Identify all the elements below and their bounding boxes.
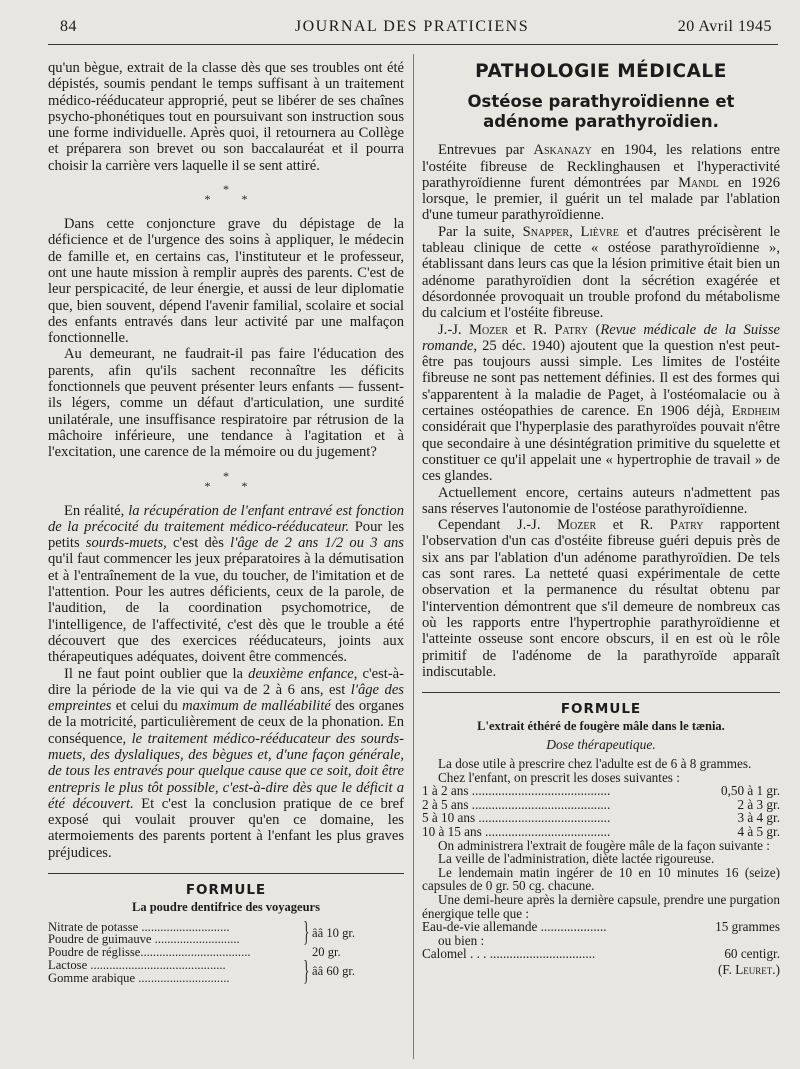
column-separator bbox=[413, 54, 414, 1059]
brace: } bbox=[303, 917, 310, 949]
paragraph: Il ne faut point oublier que la deuxième enfance, c'est-à-dire la période de la vie qui va de 2 à 6 ans, est l'âge des empreintes et celui du maximum de malléabilité des organes de la motricité, particulièrement de ceux de la phonation. En conséquence, le traitement médico-rééducateur des sourds-muets, des dyslaliques, des bègues et, d'une façon générale, de tous les entravés pour quelque cause que ce soit, doit être entrepris le plus tôt possible, c'est-à-dire dès que le déficit a été découvert. Et c'est la conclusion pratique de ce bref exposé qui voulait prouver qu'en ce domaine, les atermoiements des parents portent à l'enfant les plus graves préjudices. bbox=[48, 665, 405, 861]
recipe-item: Lactose ........................................... bbox=[48, 958, 226, 973]
formula-box-dentifrice bbox=[48, 882, 404, 985]
header-rule bbox=[48, 44, 778, 45]
paragraph: Entrevues par Askanazy en 1904, les relations entre l'ostéite fibreuse de Recklinghausen et l'hyperactivité parathyroïdienne furent démontrées par Mandl en 1926 lorsque, le premier, il guérit un tel malade par l'ablation d'une tumeur parathyroïdienne. bbox=[422, 142, 780, 224]
dose-row: 10 à 15 ans ...................................... 4 à 5 gr. bbox=[422, 823, 780, 839]
formula-title: FORMULE bbox=[560, 701, 642, 718]
recipe bbox=[48, 917, 404, 987]
formula-subtitle: L'extrait éthéré de fougère mâle dans le tænia. bbox=[477, 719, 725, 734]
formula-text: La dose utile à prescrire chez l'adulte est de 6 à 8 grammes. bbox=[438, 755, 752, 771]
formula-box-fougere bbox=[422, 701, 780, 976]
recipe-amount: 20 gr. bbox=[312, 945, 341, 960]
recipe-item: Gomme arabique ............................. bbox=[48, 970, 230, 985]
paragraph: Dans cette conjoncture grave du dépistage de la déficience et de l'urgence des soins à appliquer, le médecin de famille et, en certains cas, l'instituteur et le professeur, ont une haute mission à remplir auprès des parents. C'est de leur perspicacité, de leur énergie, et aussi de leur diplomatie que, bien souvent, dépend l'avenir familial, scolaire et social des enfants entravés dans leur activité par une malfaçon fonctionnelle. bbox=[48, 216, 404, 347]
recipe-amount: ââ 10 gr. bbox=[312, 926, 356, 941]
journal-title: JOURNAL DES PRATICIENS bbox=[294, 18, 530, 35]
section-asterism: * * * bbox=[204, 182, 262, 207]
purgation-row: Eau-de-vie allemande .................... 15 grammes bbox=[422, 919, 780, 935]
section-asterism: * * * bbox=[204, 468, 262, 493]
formula-subtitle-dose: Dose thérapeutique. bbox=[546, 736, 656, 752]
dose-row: 5 à 10 ans ........................................ 3 à 4 gr. bbox=[422, 810, 780, 826]
formula-text: Le lendemain matin ingérer de 10 en 10 minutes 16 (seize) capsules de 0 gr. 50 cg. chacune. bbox=[422, 864, 780, 894]
paragraph: Par la suite, Snapper, Lièvre et d'autres précisèrent le tableau clinique de cette « ostéose parathyroïdienne », établissant dans leurs cas que la lésion primitive était bien un adénome parathyroïdien dont la sécrétion exagérée et désordonnée provoquait un trouble profond du métabolisme du calcium et l'ostéite fibreuse. bbox=[422, 223, 780, 322]
dose-row: 1 à 2 ans .......................................... 0,50 à 1 gr. bbox=[422, 783, 780, 799]
recipe-item: Nitrate de potasse ............................ bbox=[48, 919, 230, 934]
right-column bbox=[422, 60, 780, 976]
paragraph: J.-J. Mozer et R. Patry (Revue médicale de la Suisse romande, 25 déc. 1940) ajoutent que la question n'est peut-être pas toujours aussi simple. Les limites de l'ostéite fibreuse ne sont pas nettement définies. Il est des formes qui s'apparentent à la maladie de Paget, à l'ostéomalacie ou à certaines ostéopathies de carence. En 1906 déjà, Erdheim considérait que l'hyperplasie des parathyroïdes pouvait n'être que secondaire à une désintégration primitive du squelette et constituer ce qu'il appelait une « hypertrophie de travail » de ces glandes. bbox=[422, 321, 781, 485]
author-signature: (F. Leuret.) bbox=[717, 961, 780, 977]
purgation-row: Calomel . . . ................................ 60 centigr. bbox=[422, 946, 780, 962]
recipe-item: Poudre de réglisse................................... bbox=[48, 945, 251, 960]
formula-text: La veille de l'administration, diète lactée rigoureuse. bbox=[438, 851, 715, 867]
formula-title: FORMULE bbox=[185, 882, 267, 899]
paragraph: qu'un bègue, extrait de la classe dès que ses troubles ont été dépistés, soumis pendant le temps suffisant à un traitement médico-rééducateur approprié, peut se libérer de ses chaînes psycho-phonétiques tout en poursuivant son instruction sous une forme individuelle. Après quoi, il retournera au Collège et préparera son brevet ou son baccalauréat et il pourra choisir la carrière vers laquelle il se sent attiré. bbox=[48, 60, 404, 174]
page-number: 84 bbox=[60, 18, 77, 35]
formula-subtitle: La poudre dentifrice des voyageurs bbox=[132, 900, 320, 915]
paragraph: En réalité, la récupération de l'enfant entravé est fonction de la précocité du traitement médico-rééducateur. Pour les petits sourds-muets, c'est dès l'âge de 2 ans 1/2 ou 3 ans qu'il faut commencer les jeux préparatoires à la démutisation et à l'entraînement de la vue, du toucher, de l'imitation et de l'attention. Pour les autres déficients, ceux de la parole, de l'audition, de la coordination psychomotrice, de l'intelligence, de l'affectivité, c'est dès que le trouble a été découvert que des exercices rééducateurs, joints aux thérapeutiques adéquates, doivent être commencés. bbox=[48, 502, 404, 666]
formula-text: Chez l'enfant, on prescrit les doses suivantes : bbox=[438, 769, 680, 785]
formula-text: On administrera l'extrait de fougère mâle de la façon suivante : bbox=[438, 837, 770, 853]
recipe-item: Poudre de guimauve ........................... bbox=[48, 932, 240, 947]
formula-rule bbox=[48, 873, 404, 874]
left-column bbox=[48, 60, 404, 985]
formula-text: ou bien : bbox=[438, 932, 485, 948]
paragraph: Cependant J.-J. Mozer et R. Patry rapportent l'observation d'un cas d'ostéite fibreuse guéri depuis près de six ans par l'ablation d'un adénome parathyroïdien. De tels cas sont rares. La netteté quasi expérimentale de cette observation et la permanence du résultat obtenu par l'intervention démontrent que s'il demeure de nombreux cas où les rapports entre l'hypertrophie parathyroïdienne et l'atteinte osseuse sont encore obscurs, il en est où le rôle primitif de l'adénome de la parathyroïde apparaît indiscutable. bbox=[422, 517, 780, 680]
dose-row: 2 à 5 ans .......................................... 2 à 3 gr. bbox=[422, 796, 780, 812]
section-title: PATHOLOGIE MÉDICALE bbox=[475, 61, 727, 82]
formula-rule bbox=[422, 692, 780, 693]
page-header bbox=[52, 14, 772, 40]
paragraph: Au demeurant, ne faudrait-il pas faire l'éducation des parents, afin qu'ils sachent reconnaître les déficits fonctionnels que peuvent présenter leurs enfants — fussent-ils légers, comme un défaut d'articulation, une surdité unilatérale, une insuffisance respiratoire par rétrusion de la mâchoire inférieure, une tendance à l'agitation et à l'excitation, une carence de la mémoire ou du jugement? bbox=[48, 346, 404, 461]
issue-date: 20 Avril 1945 bbox=[677, 18, 772, 35]
formula-text: Une demi-heure après la dernière capsule, prendre une purgation énergique telle que : bbox=[422, 891, 780, 921]
paragraph: Actuellement encore, certains auteurs n'admettent pas sans réserves l'autonomie de l'ostéose parathyroïdienne. bbox=[422, 484, 780, 517]
recipe-amount: ââ 60 gr. bbox=[312, 964, 356, 979]
article-title: Ostéose parathyroïdienne et adénome parathyroïdien. bbox=[467, 92, 735, 132]
brace: } bbox=[303, 955, 310, 987]
